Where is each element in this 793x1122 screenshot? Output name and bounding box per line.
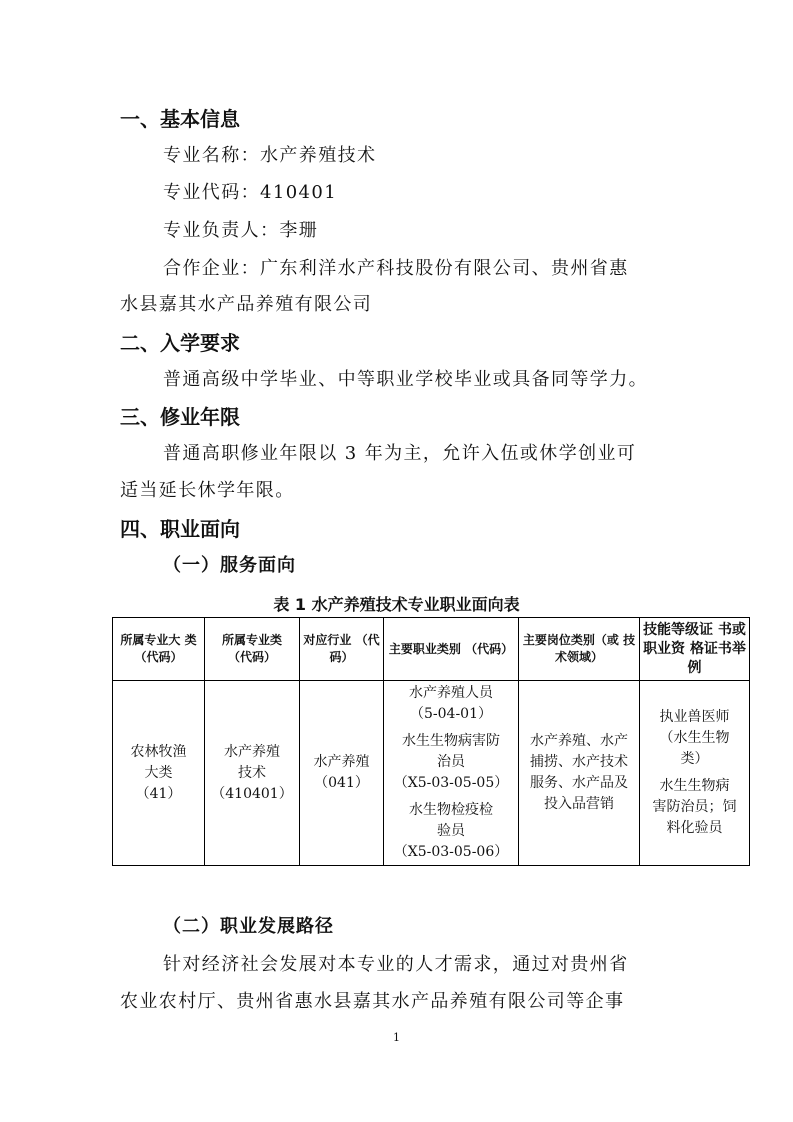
page-number: 1 bbox=[393, 1031, 400, 1044]
subheading-service: （一）服务面向 bbox=[163, 555, 296, 576]
partner-enterprises-line2: 水县嘉其水产品养殖有限公司 bbox=[120, 294, 373, 315]
cell-major-class: 水产养殖 技术 （410401） bbox=[205, 681, 300, 866]
header-occupation: 主要职业类别 （代码） bbox=[384, 618, 519, 681]
career-path-line2: 农业农村厅、贵州省惠水县嘉其水产品养殖有限公司等企事 bbox=[120, 991, 625, 1012]
partner-enterprises-line1: 合作企业：广东利洋水产科技股份有限公司、贵州省惠 bbox=[163, 258, 629, 279]
cell-industry: 水产养殖 （041） bbox=[300, 681, 384, 866]
cell-positions: 水产养殖、水产 捕捞、水产技术 服务、水产品及 投入品营销 bbox=[519, 681, 640, 866]
header-certificates: 技能等级证 书或职业资 格证书举例 bbox=[640, 618, 750, 681]
major-code: 专业代码：410401 bbox=[163, 182, 338, 203]
subheading-career-path: （二）职业发展路径 bbox=[163, 916, 334, 937]
heading-career: 四、职业面向 bbox=[120, 517, 240, 541]
heading-admission: 二、入学要求 bbox=[120, 331, 240, 355]
occupation-table bbox=[112, 617, 750, 866]
admission-text: 普通高级中学毕业、中等职业学校毕业或具备同等学力。 bbox=[163, 369, 648, 390]
header-positions: 主要岗位类别（或 技术领域） bbox=[519, 618, 640, 681]
cell-major-category: 农林牧渔 大类 （41） bbox=[113, 681, 205, 866]
heading-duration: 三、修业年限 bbox=[120, 405, 240, 429]
cell-occupation: 水产养殖人员 （5-04-01） 水生生物病害防 治员 （X5-03-05-05） 水生物检疫检 验员 （X5-03-05-06） bbox=[384, 681, 519, 866]
header-major-class: 所属专业类 （代码） bbox=[205, 618, 300, 681]
major-name: 专业名称：水产养殖技术 bbox=[163, 145, 377, 166]
header-industry: 对应行业 （代码） bbox=[300, 618, 384, 681]
table-caption: 表 1 水产养殖技术专业职业面向表 bbox=[273, 595, 520, 614]
duration-line1: 普通高职修业年限以 3 年为主，允许入伍或休学创业可 bbox=[163, 443, 637, 464]
table-header-row bbox=[113, 618, 750, 681]
heading-basic-info: 一、基本信息 bbox=[120, 107, 240, 131]
major-leader: 专业负责人：李珊 bbox=[163, 220, 319, 241]
career-path-line1: 针对经济社会发展对本专业的人才需求，通过对贵州省 bbox=[163, 954, 629, 975]
header-major-category: 所属专业大 类 （代码） bbox=[113, 618, 205, 681]
duration-line2: 适当延长休学年限。 bbox=[120, 480, 295, 501]
table-row bbox=[113, 681, 750, 866]
cell-certificates: 执业兽医师 （水生生物 类） 水生生物病 害防治员；饲 料化验员 bbox=[640, 681, 750, 866]
